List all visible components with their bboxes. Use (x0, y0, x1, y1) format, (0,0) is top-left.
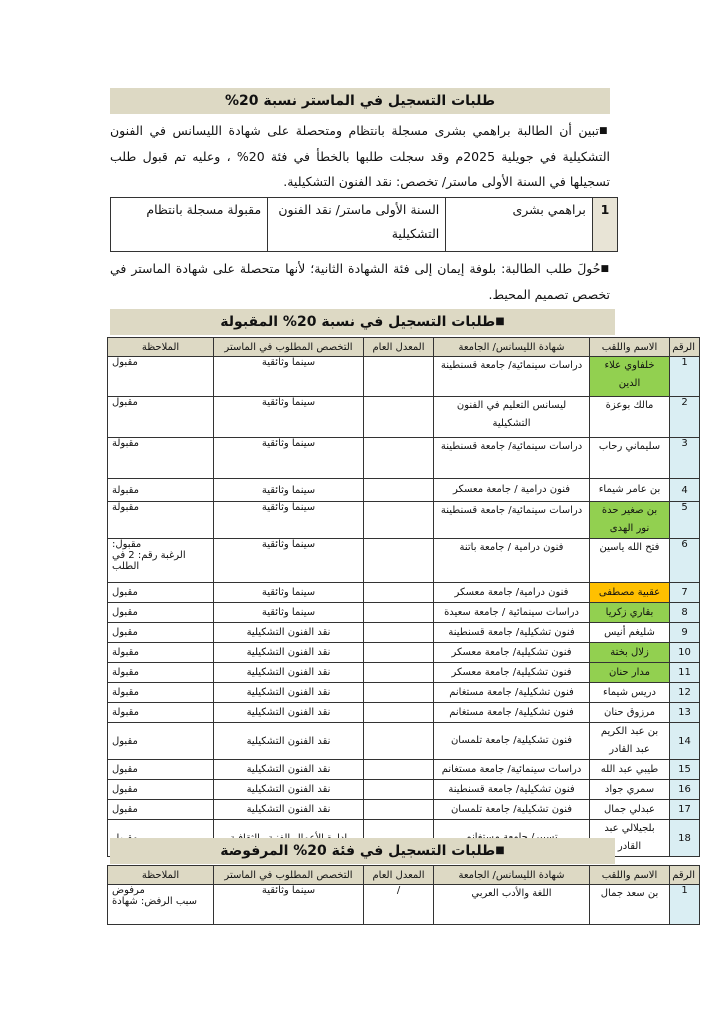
row-note-text: مقبولة (112, 502, 140, 513)
paragraph-2-text: حُولَ طلب الطالبة: بلوفة إيمان إلى فئة الشهادة الثانية؛ لأنها متحصلة على شهادة الماستر في تخصص تصميم المحيط. (110, 261, 610, 302)
accepted-row (108, 438, 700, 479)
case-row (111, 198, 618, 252)
row-degree: دراسات سينمائية/ جامعة قسنطينة (434, 438, 590, 479)
row-note (108, 643, 214, 663)
row-average (364, 397, 434, 438)
accepted-row (108, 683, 700, 703)
row-note-text: مقبول (112, 764, 138, 775)
row-note (108, 723, 214, 760)
row-average (364, 623, 434, 643)
row-name: بن عبد الكريم عبد القادر (590, 723, 670, 760)
row-specialty: نقد الفنون التشكيلية (214, 703, 364, 723)
accepted-row (108, 703, 700, 723)
row-specialty: سينما وثائقية (214, 603, 364, 623)
rejected-section-title (110, 838, 615, 864)
accepted-row (108, 760, 700, 780)
accepted-row (108, 603, 700, 623)
row-specialty: سينما وثائقية (214, 357, 364, 397)
header-num: الرقم (670, 866, 700, 885)
paragraph-1 (110, 118, 610, 194)
accepted-row (108, 643, 700, 663)
row-degree: دراسات سينمائية/ جامعة مستغانم (434, 760, 590, 780)
row-average (364, 539, 434, 583)
header-name: الاسم واللقب (590, 866, 670, 885)
row-name: بن سعد جمال (590, 885, 670, 925)
row-name: بقاري زكريا (590, 603, 670, 623)
row-name: بن صغير حدة نور الهدى (590, 502, 670, 539)
row-specialty: سينما وثائقية (214, 583, 364, 603)
row-specialty: نقد الفنون التشكيلية (214, 683, 364, 703)
header-avg: المعدل العام (364, 866, 434, 885)
row-name: مدار حنان (590, 663, 670, 683)
row-number: 8 (670, 603, 700, 623)
row-degree: ليسانس التعليم في الفنون التشكيلية (434, 397, 590, 438)
row-degree: دراسات سينمائية / جامعة سعيدة (434, 603, 590, 623)
header-num: الرقم (670, 338, 700, 357)
row-specialty: سينما وثائقية (214, 479, 364, 502)
bullet-square: ■ (598, 126, 610, 136)
row-name: شليغم أنيس (590, 623, 670, 643)
accepted-table (107, 337, 700, 857)
row-name: بن عامر شيماء (590, 479, 670, 502)
row-name: مرزوق حنان (590, 703, 670, 723)
row-average (364, 502, 434, 539)
row-specialty: نقد الفنون التشكيلية (214, 663, 364, 683)
accepted-title-text: طلبات التسجيل في نسبة 20% المقبولة (220, 314, 496, 330)
bullet-square: ■ (495, 316, 505, 327)
header-degree: شهادة الليسانس/ الجامعة (434, 338, 590, 357)
row-number: 3 (670, 438, 700, 479)
row-number: 11 (670, 663, 700, 683)
row-note (108, 885, 214, 925)
row-note-text: مقبول (112, 587, 138, 598)
case-name: براهمي بشرى (446, 198, 593, 252)
header-name: الاسم واللقب (590, 338, 670, 357)
row-note-text: مقبول: (112, 539, 142, 550)
row-average (364, 663, 434, 683)
row-number: 15 (670, 760, 700, 780)
row-degree: دراسات سينمائية/ جامعة قسنطينة (434, 357, 590, 397)
accepted-row (108, 583, 700, 603)
accepted-row (108, 479, 700, 502)
rejected-title-text: طلبات التسجيل في فئة 20% المرفوضة (220, 843, 496, 859)
accepted-row (108, 780, 700, 800)
row-note (108, 583, 214, 603)
paragraph-2 (110, 256, 610, 307)
row-average (364, 438, 434, 479)
row-note-text: مقبول (112, 397, 138, 408)
row-note-text: مقبولة (112, 687, 140, 698)
row-note (108, 683, 214, 703)
row-note (108, 397, 214, 438)
row-name: بلجيلالي عبد القادر (590, 820, 670, 857)
row-note-text: مقبولة (112, 438, 140, 449)
row-specialty: نقد الفنون التشكيلية (214, 643, 364, 663)
accepted-header-row (108, 338, 700, 357)
row-number: 6 (670, 539, 700, 583)
row-degree: اللغة والأدب العربي (434, 885, 590, 925)
section-title-20-percent (110, 88, 610, 114)
row-number: 13 (670, 703, 700, 723)
row-specialty: نقد الفنون التشكيلية (214, 723, 364, 760)
row-number: 2 (670, 397, 700, 438)
row-note (108, 760, 214, 780)
row-note (108, 438, 214, 479)
row-average (364, 723, 434, 760)
row-number: 1 (670, 885, 700, 925)
row-number: 9 (670, 623, 700, 643)
row-number: 17 (670, 800, 700, 820)
bullet-square: ■ (600, 264, 610, 274)
rejected-table (107, 865, 700, 925)
row-average (364, 357, 434, 397)
row-number: 1 (670, 357, 700, 397)
case-number: 1 (592, 198, 617, 252)
row-note (108, 502, 214, 539)
row-note (108, 357, 214, 397)
row-note (108, 663, 214, 683)
header-note: الملاحظة (108, 338, 214, 357)
row-note (108, 800, 214, 820)
header-note: الملاحظة (108, 866, 214, 885)
row-number: 18 (670, 820, 700, 857)
row-name: زلال بختة (590, 643, 670, 663)
row-name: فتح الله ياسين (590, 539, 670, 583)
row-number: 12 (670, 683, 700, 703)
accepted-row (108, 502, 700, 539)
row-note-text: مقبولة (112, 707, 140, 718)
rejected-row (108, 885, 700, 925)
row-note (108, 539, 214, 583)
accepted-row (108, 663, 700, 683)
header-spec: التخصص المطلوب في الماستر (214, 338, 364, 357)
accepted-row (108, 800, 700, 820)
row-name: سليماني رحاب (590, 438, 670, 479)
row-specialty: سينما وثائقية (214, 397, 364, 438)
accepted-row (108, 357, 700, 397)
row-note-text: مقبول (112, 804, 138, 815)
row-average (364, 703, 434, 723)
row-note (108, 623, 214, 643)
row-average (364, 603, 434, 623)
row-note-text: مقبولة (112, 484, 140, 496)
accepted-row (108, 723, 700, 760)
row-specialty: سينما وثائقية (214, 502, 364, 539)
row-number: 10 (670, 643, 700, 663)
row-number: 4 (670, 479, 700, 502)
row-average (364, 800, 434, 820)
row-note (108, 780, 214, 800)
row-degree: فنون تشكيلية/ جامعة تلمسان (434, 800, 590, 820)
row-name: طيبي عبد الله (590, 760, 670, 780)
row-degree: فنون تشكيلية/ جامعة تلمسان (434, 723, 590, 760)
row-name: سمري جواد (590, 780, 670, 800)
row-degree: فنون تشكيلية/ جامعة معسكر (434, 663, 590, 683)
row-average (364, 479, 434, 502)
row-degree: فنون تشكيلية/ جامعة قسنطينة (434, 623, 590, 643)
row-number: 5 (670, 502, 700, 539)
row-note-text: مقبول (112, 627, 138, 638)
accepted-row (108, 539, 700, 583)
row-note-detail: سبب الرفض: شهادة (112, 896, 198, 907)
row-name: خلفاوي علاء الدين (590, 357, 670, 397)
row-degree: فنون درامية/ جامعة معسكر (434, 583, 590, 603)
row-average (364, 760, 434, 780)
section-title-text: طلبات التسجيل في الماستر نسبة 20% (224, 93, 496, 109)
row-specialty: سينما وثائقية (214, 885, 364, 925)
row-specialty: نقد الفنون التشكيلية (214, 760, 364, 780)
row-average: / (364, 885, 434, 925)
accepted-section-title (110, 309, 615, 335)
row-average (364, 780, 434, 800)
row-name: عبدلي جمال (590, 800, 670, 820)
accepted-row (108, 623, 700, 643)
paragraph-1-text: تبين أن الطالبة براهمي بشرى مسجلة بانتظام ومتحصلة على شهادة الليسانس في الفنون التشكيلية في جويلية 2025م وقد سجلت طلبها بالخطأ في فئة 20% ، وعليه تم قبول طلب تسجيلها في السنة الأولى ماستر/ تخصص: نقد الفنون التشكيلية. (110, 123, 610, 189)
row-specialty: سينما وثائقية (214, 438, 364, 479)
row-name: مالك بوعزة (590, 397, 670, 438)
header-spec: التخصص المطلوب في الماستر (214, 866, 364, 885)
row-note (108, 603, 214, 623)
case-table (110, 197, 618, 252)
row-degree: دراسات سينمائية/ جامعة قسنطينة (434, 502, 590, 539)
header-degree: شهادة الليسانس/ الجامعة (434, 866, 590, 885)
row-specialty: سينما وثائقية (214, 539, 364, 583)
row-note-text: مقبول (112, 357, 138, 368)
row-specialty: نقد الفنون التشكيلية (214, 780, 364, 800)
row-note (108, 703, 214, 723)
row-name: دريس شيماء (590, 683, 670, 703)
row-specialty: نقد الفنون التشكيلية (214, 800, 364, 820)
row-number: 7 (670, 583, 700, 603)
row-note-text: مرفوض (112, 885, 145, 896)
row-average (364, 643, 434, 663)
row-note-text: مقبول (112, 735, 138, 747)
row-note-text: مقبولة (112, 667, 140, 678)
case-status: مقبولة مسجلة بانتظام (111, 198, 268, 252)
row-degree: فنون درامية / جامعة باتنة (434, 539, 590, 583)
row-degree: فنون درامية / جامعة معسكر (434, 479, 590, 502)
row-note-text: مقبول (112, 784, 138, 795)
row-average (364, 583, 434, 603)
row-degree: فنون تشكيلية/ جامعة قسنطينة (434, 780, 590, 800)
row-note-text: مقبولة (112, 647, 140, 658)
row-note-text: مقبول (112, 607, 138, 618)
row-note-detail: الرغبة رقم: 2 في الطلب (112, 550, 186, 572)
row-number: 16 (670, 780, 700, 800)
rejected-header-row (108, 866, 700, 885)
header-avg: المعدل العام (364, 338, 434, 357)
row-degree: فنون تشكيلية/ جامعة معسكر (434, 643, 590, 663)
row-number: 14 (670, 723, 700, 760)
accepted-row (108, 397, 700, 438)
case-level: السنة الأولى ماستر/ نقد الفنون التشكيلية (268, 198, 446, 252)
row-note (108, 479, 214, 502)
bullet-square: ■ (495, 845, 505, 856)
row-degree: فنون تشكيلية/ جامعة مستغانم (434, 683, 590, 703)
row-average (364, 683, 434, 703)
row-specialty: نقد الفنون التشكيلية (214, 623, 364, 643)
row-name: عقبية مصطفى (590, 583, 670, 603)
row-degree: فنون تشكيلية/ جامعة مستغانم (434, 703, 590, 723)
